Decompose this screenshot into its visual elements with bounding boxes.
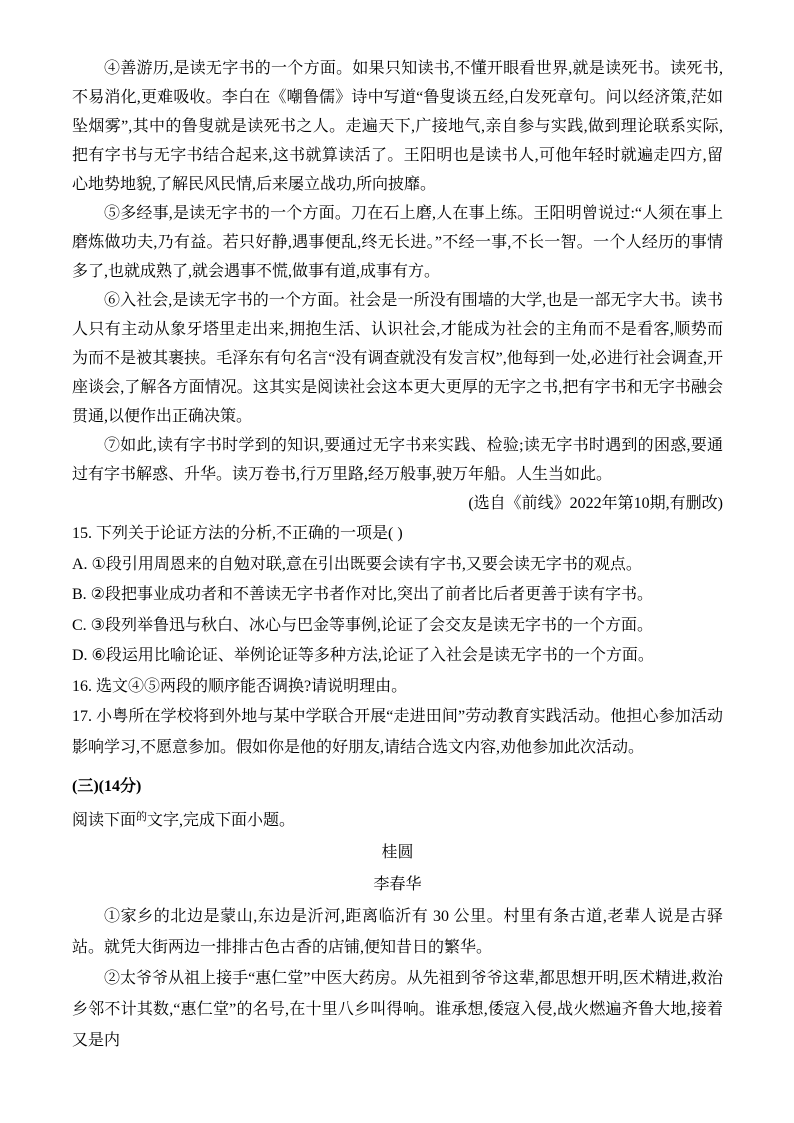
body-paragraph-7: ⑦如此,读有字书时学到的知识,要通过无字书来实践、检验;读无字书时遇到的困惑,要通过有字书解惑、升华。读万卷书,行万里路,经万般事,驶万年船。人生当如此。	[72, 437, 723, 483]
reading-intro	[72, 802, 723, 837]
section-3-header: (三)(14分)	[72, 778, 142, 795]
essay-author: 李春华	[373, 875, 422, 893]
essay-title: 桂圆	[381, 843, 414, 861]
question-17: 17. 小粤所在学校将到外地与某中学联合开展“走进田间”劳动教育实践活动。他担心参加活动影响学习,不愿意参加。假如你是他的好朋友,请结合选文内容,劝他参加此次活动。	[72, 708, 723, 756]
question-15-option-a: A. ①段引用周恩来的自勉对联,意在引出既要会读有字书,又要会读无字书的观点。	[72, 555, 642, 573]
source-attribution: (选自《前线》2022年第10期,有删改)	[468, 495, 723, 512]
body-paragraph-4: ④善游历,是读无字书的一个方面。如果只知读书,不懂开眼看世界,就是读死书。读死书,不易消化,更难吸收。李白在《嘲鲁儒》诗中写道“鲁叟谈五经,白发死章句。问以经济策,茫如坠烟雾”,其中的鲁叟就是读死书之人。走遍天下,广接地气,亲自参与实践,做到理论联系实际,把有字书与无字书结合起来,这书就算读活了。王阳明也是读书人,可他年轻时就遍走四方,留心地势地貌,了解民风民情,后来屡立战功,所向披靡。	[72, 60, 723, 193]
reading-intro-pre: 阅读下面	[72, 812, 137, 829]
reading-intro-post: 文字,完成下面小题。	[147, 812, 296, 829]
question-15-stem: 15. 下列关于论证方法的分析,不正确的一项是( )	[72, 525, 403, 542]
question-16: 16. 选文④⑤两段的顺序能否调换?请说明理由。	[72, 677, 408, 695]
reading-intro-superscript: 的	[136, 811, 148, 823]
essay-paragraph-2: ②太爷爷从祖上接手“惠仁堂”中医大药房。从先祖到爷爷这辈,都思想开明,医术精进,救治乡邻不计其数,“惠仁堂”的名号,在十里八乡叫得响。谁承想,倭寇入侵,战火燃遍齐鲁大地,接着又是内	[72, 969, 723, 1049]
question-15-option-c: C. ③段列举鲁迅与秋白、冰心与巴金等事例,论证了会交友是读无字书的一个方面。	[72, 616, 654, 634]
question-15-option-b: B. ②段把事业成功者和不善读无字书者作对比,突出了前者比后者更善于读有字书。	[72, 586, 654, 603]
question-15-option-d: D. ⑥段运用比喻论证、举例论证等多种方法,论证了入社会是读无字书的一个方面。	[72, 647, 654, 664]
essay-paragraph-1: ①家乡的北边是蒙山,东边是沂河,距离临沂有 30 公里。村里有条古道,老辈人说是古驿站。就凭大街两边一排排古色古香的店铺,便知昔日的繁华。	[72, 907, 723, 956]
body-paragraph-6: ⑥入社会,是读无字书的一个方面。社会是一所没有围墙的大学,也是一部无字大书。读书人只有主动从象牙塔里走出来,拥抱生活、认识社会,才能成为社会的主角而不是看客,顺势而为而不是被其裹挟。毛泽东有句名言“没有调查就没有发言权”,他每到一处,必进行社会调查,开座谈会,了解各方面情况。这其实是阅读社会这本更大更厚的无字之书,把有字书和无字书融会贯通,以便作出正确决策。	[72, 292, 723, 425]
body-paragraph-5: ⑤多经事,是读无字书的一个方面。刀在石上磨,人在事上练。王阳明曾说过:“人须在事上磨炼做功夫,乃有益。若只好静,遇事便乱,终无长进。”不经一事,不长一智。一个人经历的事情多了,也就成熟了,就会遇事不慌,做事有道,成事有方。	[72, 205, 723, 280]
